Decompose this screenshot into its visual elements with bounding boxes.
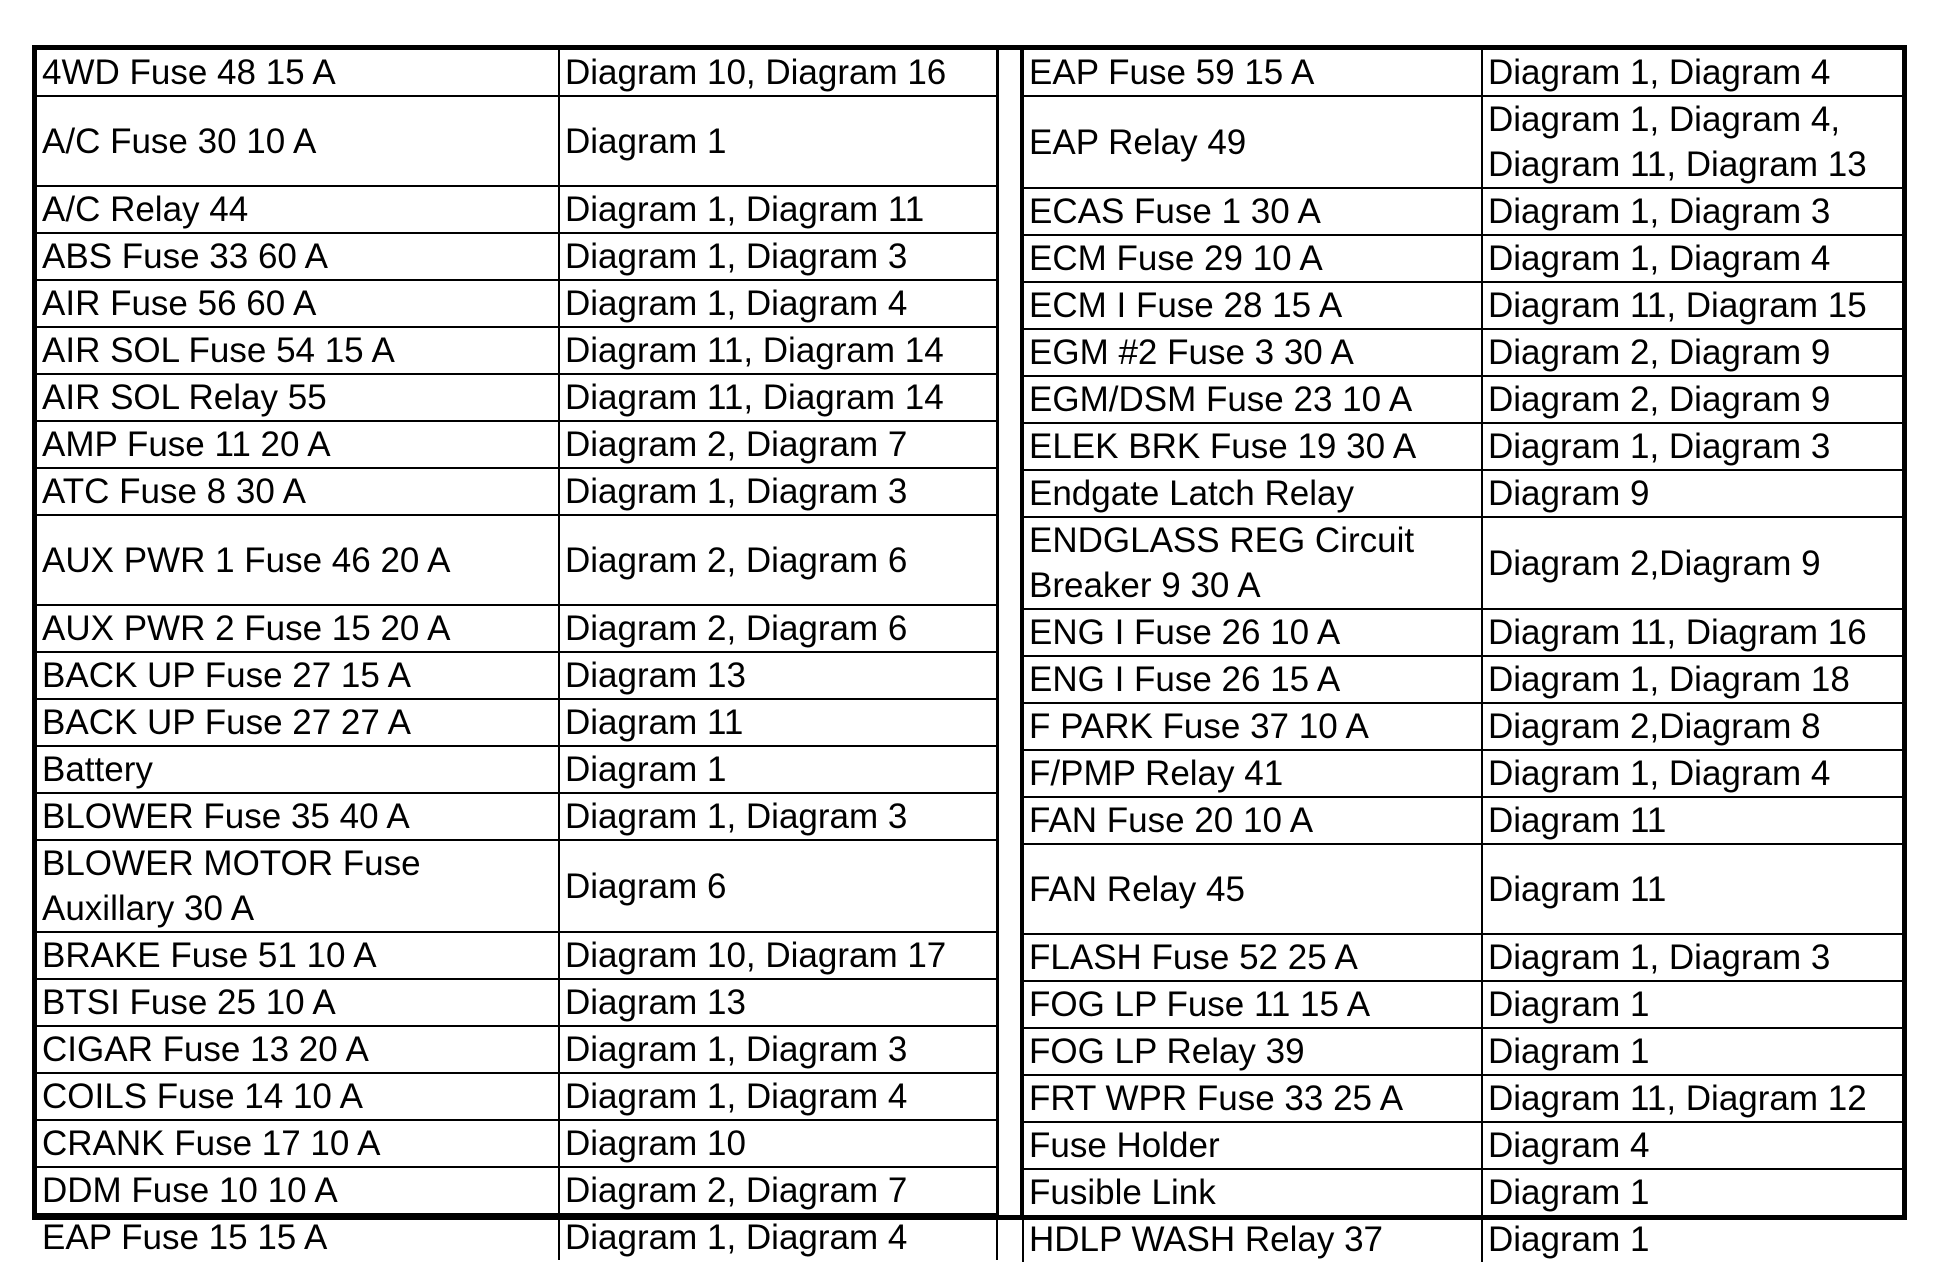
component-cell: ECM Fuse 29 10 A (1023, 235, 1482, 282)
table-row (1023, 609, 1903, 656)
component-cell: ENG I Fuse 26 15 A (1023, 656, 1482, 703)
component-cell: Fuse Holder (1023, 1122, 1482, 1169)
diagram-ref-cell: Diagram 1, Diagram 4 (1482, 750, 1903, 797)
diagram-ref-cell: Diagram 11, Diagram 15 (1482, 282, 1903, 329)
diagram-ref-cell: Diagram 1, Diagram 4, Diagram 11, Diagram 13 (1482, 96, 1903, 188)
component-cell: FRT WPR Fuse 33 25 A (1023, 1075, 1482, 1122)
component-cell: BLOWER Fuse 35 40 A (37, 793, 559, 840)
component-cell: AUX PWR 2 Fuse 15 20 A (37, 605, 559, 652)
component-cell: BLOWER MOTOR Fuse Auxillary 30 A (37, 840, 559, 932)
table-row (37, 233, 997, 280)
diagram-ref-cell: Diagram 1 (1482, 1169, 1903, 1216)
diagram-ref-cell: Diagram 6 (559, 840, 997, 932)
table-row (37, 96, 997, 186)
table-row (37, 468, 997, 515)
component-cell: FAN Relay 45 (1023, 844, 1482, 934)
diagram-ref-cell: Diagram 9 (1482, 470, 1903, 517)
diagram-ref-cell: Diagram 1, Diagram 4 (559, 280, 997, 327)
diagram-ref-cell: Diagram 4 (1482, 1122, 1903, 1169)
table-row (1023, 423, 1903, 470)
component-cell: EAP Relay 49 (1023, 96, 1482, 188)
table-row (37, 421, 997, 468)
table-row (37, 515, 997, 605)
diagram-ref-cell: Diagram 1 (1482, 1028, 1903, 1075)
diagram-ref-cell: Diagram 1, Diagram 3 (559, 793, 997, 840)
table-row (37, 1167, 997, 1214)
component-cell: CIGAR Fuse 13 20 A (37, 1026, 559, 1073)
component-cell: AUX PWR 1 Fuse 46 20 A (37, 515, 559, 605)
table-row (1023, 844, 1903, 934)
diagram-ref-cell: Diagram 2, Diagram 6 (559, 605, 997, 652)
table-row (1023, 656, 1903, 703)
diagram-ref-cell: Diagram 1, Diagram 3 (1482, 188, 1903, 235)
diagram-ref-cell: Diagram 1 (559, 746, 997, 793)
table-row (37, 1120, 997, 1167)
diagram-ref-cell: Diagram 1, Diagram 4 (1482, 235, 1903, 282)
table-row (1023, 1028, 1903, 1075)
component-cell: ECAS Fuse 1 30 A (1023, 188, 1482, 235)
diagram-ref-cell: Diagram 2, Diagram 7 (559, 1167, 997, 1214)
diagram-ref-cell: Diagram 11 (1482, 844, 1903, 934)
diagram-ref-cell: Diagram 1, Diagram 3 (559, 233, 997, 280)
table-row (1023, 517, 1903, 609)
diagram-ref-cell: Diagram 11, Diagram 14 (559, 374, 997, 421)
component-cell: 4WD Fuse 48 15 A (37, 50, 559, 96)
component-cell: BACK UP Fuse 27 27 A (37, 699, 559, 746)
diagram-ref-cell: Diagram 2,Diagram 9 (1482, 517, 1903, 609)
table-row (37, 746, 997, 793)
table-row (37, 327, 997, 374)
table-row (1023, 1122, 1903, 1169)
diagram-ref-cell: Diagram 13 (559, 652, 997, 699)
fuse-index-right-column (1022, 50, 1903, 1262)
diagram-ref-cell: Diagram 11, Diagram 14 (559, 327, 997, 374)
component-cell: F/PMP Relay 41 (1023, 750, 1482, 797)
table-row (37, 605, 997, 652)
component-cell: ENG I Fuse 26 10 A (1023, 609, 1482, 656)
table-row (37, 699, 997, 746)
table-row (1023, 188, 1903, 235)
diagram-ref-cell: Diagram 11, Diagram 16 (1482, 609, 1903, 656)
component-cell: COILS Fuse 14 10 A (37, 1073, 559, 1120)
diagram-ref-cell: Diagram 11 (559, 699, 997, 746)
component-cell: Battery (37, 746, 559, 793)
diagram-ref-cell: Diagram 1 (559, 96, 997, 186)
component-cell: ENDGLASS REG Circuit Breaker 9 30 A (1023, 517, 1482, 609)
component-cell: Endgate Latch Relay (1023, 470, 1482, 517)
table-row (1023, 703, 1903, 750)
component-cell: EAP Fuse 15 15 A (37, 1214, 559, 1260)
component-cell: FAN Fuse 20 10 A (1023, 797, 1482, 844)
diagram-ref-cell: Diagram 1 (1482, 1216, 1903, 1262)
table-row (1023, 376, 1903, 423)
component-cell: ATC Fuse 8 30 A (37, 468, 559, 515)
diagram-ref-cell: Diagram 1, Diagram 3 (1482, 934, 1903, 981)
diagram-ref-cell: Diagram 11, Diagram 12 (1482, 1075, 1903, 1122)
table-row (37, 793, 997, 840)
component-cell: AIR SOL Relay 55 (37, 374, 559, 421)
diagram-ref-cell: Diagram 1, Diagram 4 (559, 1214, 997, 1260)
diagram-ref-cell: Diagram 10, Diagram 16 (559, 50, 997, 96)
component-cell: FOG LP Relay 39 (1023, 1028, 1482, 1075)
diagram-ref-cell: Diagram 10 (559, 1120, 997, 1167)
table-row (1023, 96, 1903, 188)
component-cell: Fusible Link (1023, 1169, 1482, 1216)
table-row (37, 280, 997, 327)
component-cell: F PARK Fuse 37 10 A (1023, 703, 1482, 750)
table-row (1023, 981, 1903, 1028)
table-row (1023, 470, 1903, 517)
table-row (1023, 1075, 1903, 1122)
component-cell: AMP Fuse 11 20 A (37, 421, 559, 468)
diagram-ref-cell: Diagram 11 (1482, 797, 1903, 844)
column-divider (997, 50, 1022, 1215)
diagram-ref-cell: Diagram 1, Diagram 4 (559, 1073, 997, 1120)
table-row (37, 50, 997, 96)
diagram-ref-cell: Diagram 1 (1482, 981, 1903, 1028)
component-cell: BACK UP Fuse 27 15 A (37, 652, 559, 699)
diagram-ref-cell: Diagram 2, Diagram 7 (559, 421, 997, 468)
table-row (1023, 329, 1903, 376)
table-row (37, 652, 997, 699)
component-cell: BRAKE Fuse 51 10 A (37, 932, 559, 979)
component-cell: DDM Fuse 10 10 A (37, 1167, 559, 1214)
component-cell: EAP Fuse 59 15 A (1023, 50, 1482, 96)
diagram-ref-cell: Diagram 2, Diagram 9 (1482, 376, 1903, 423)
table-row (37, 840, 997, 932)
diagram-ref-cell: Diagram 1, Diagram 3 (559, 1026, 997, 1073)
table-row (1023, 797, 1903, 844)
component-cell: FOG LP Fuse 11 15 A (1023, 981, 1482, 1028)
component-cell: EGM #2 Fuse 3 30 A (1023, 329, 1482, 376)
table-row (37, 1073, 997, 1120)
diagram-ref-cell: Diagram 2, Diagram 9 (1482, 329, 1903, 376)
table-row (1023, 1169, 1903, 1216)
component-cell: EGM/DSM Fuse 23 10 A (1023, 376, 1482, 423)
diagram-ref-cell: Diagram 10, Diagram 17 (559, 932, 997, 979)
table-row (37, 186, 997, 233)
component-cell: ABS Fuse 33 60 A (37, 233, 559, 280)
component-cell: BTSI Fuse 25 10 A (37, 979, 559, 1026)
table-row (1023, 282, 1903, 329)
fuse-index-table (32, 45, 1907, 1259)
table-row (1023, 934, 1903, 981)
diagram-ref-cell: Diagram 1, Diagram 11 (559, 186, 997, 233)
table-row (37, 932, 997, 979)
diagram-ref-cell: Diagram 1, Diagram 18 (1482, 656, 1903, 703)
table-row (1023, 50, 1903, 96)
diagram-ref-cell: Diagram 1, Diagram 4 (1482, 50, 1903, 96)
diagram-ref-cell: Diagram 1, Diagram 3 (1482, 423, 1903, 470)
table-row (37, 1026, 997, 1073)
component-cell: ECM I Fuse 28 15 A (1023, 282, 1482, 329)
component-cell: HDLP WASH Relay 37 (1023, 1216, 1482, 1262)
component-cell: ELEK BRK Fuse 19 30 A (1023, 423, 1482, 470)
diagram-ref-cell: Diagram 13 (559, 979, 997, 1026)
table-row (1023, 750, 1903, 797)
table-row (37, 374, 997, 421)
component-cell: CRANK Fuse 17 10 A (37, 1120, 559, 1167)
component-cell: AIR Fuse 56 60 A (37, 280, 559, 327)
diagram-ref-cell: Diagram 2,Diagram 8 (1482, 703, 1903, 750)
table-row (37, 1214, 997, 1260)
diagram-ref-cell: Diagram 1, Diagram 3 (559, 468, 997, 515)
component-cell: FLASH Fuse 52 25 A (1023, 934, 1482, 981)
table-row (1023, 1216, 1903, 1262)
component-cell: AIR SOL Fuse 54 15 A (37, 327, 559, 374)
component-cell: A/C Fuse 30 10 A (37, 96, 559, 186)
diagram-ref-cell: Diagram 2, Diagram 6 (559, 515, 997, 605)
component-cell: A/C Relay 44 (37, 186, 559, 233)
table-row (37, 979, 997, 1026)
fuse-index-left-column (37, 50, 998, 1260)
table-row (1023, 235, 1903, 282)
